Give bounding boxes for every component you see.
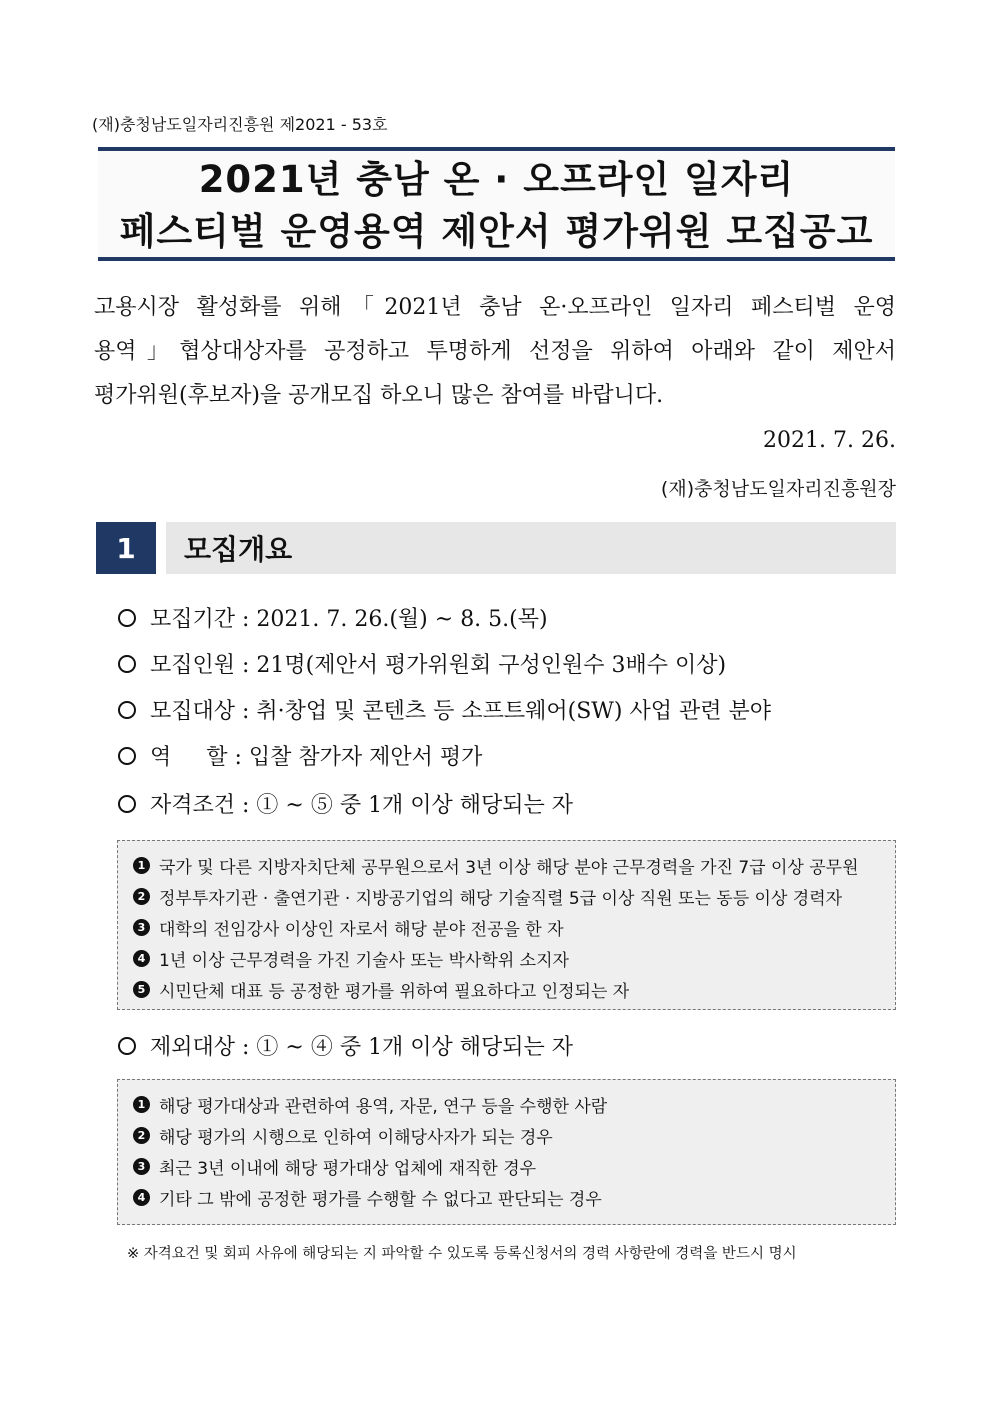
qualification-item: 5 시민단체 대표 등 공정한 평가를 위하여 필요하다고 인정되는 자 [118, 974, 895, 1005]
section-number: 1 [96, 522, 156, 574]
section-header [166, 522, 896, 574]
item-text: 모집기간 : 2021. 7. 26.(월) ~ 8. 5.(목) [150, 607, 548, 632]
number-dot-icon: 5 [133, 981, 150, 998]
circle-bullet-icon [118, 795, 136, 813]
circle-bullet-icon [118, 655, 136, 673]
intro-line-2: 용역」협상대상자를 공정하고 투명하게 선정을 위하여 아래와 같이 제안서 [94, 339, 896, 364]
number-dot-icon: 4 [133, 950, 150, 967]
circle-bullet-icon [118, 609, 136, 627]
item-text: 역 할 : 입찰 참가자 제안서 평가 [150, 745, 483, 770]
qualification-item: 2 정부투자기관 · 출연기관 · 지방공기업의 해당 기술직렬 5급 이상 직원 또는 동등 이상 경력자 [118, 881, 895, 912]
item-text: 모집대상 : 취·창업 및 콘텐츠 등 소프트웨어(SW) 사업 관련 분야 [150, 699, 771, 724]
circle-bullet-icon [118, 701, 136, 719]
qualification-item: 3 대학의 전임강사 이상인 자로서 해당 분야 전공을 한 자 [118, 912, 895, 943]
title-line-1: 2021년 충남 온 · 오프라인 일자리 [198, 158, 795, 201]
section-title: 모집개요 [184, 533, 293, 566]
exclusion-item: 3 최근 3년 이내에 해당 평가대상 업체에 재직한 경우 [118, 1151, 895, 1182]
issuer: (재)충청남도일자리진흥원장 [660, 478, 896, 500]
circle-bullet-icon [118, 747, 136, 765]
number-dot-icon: 3 [133, 919, 150, 936]
recruitment-target [118, 694, 771, 725]
item-text: 제외대상 : ① ~ ④ 중 1개 이상 해당되는 자 [150, 1035, 574, 1060]
number-dot-icon: 2 [133, 888, 150, 905]
title-box [98, 147, 895, 261]
intro-paragraph [94, 286, 896, 418]
exclusions-box [117, 1079, 896, 1225]
exclusion-heading [118, 1030, 573, 1061]
number-dot-icon: 1 [133, 857, 150, 874]
intro-line-3: 평가위원(후보자)을 공개모집 하오니 많은 참여를 바랍니다. [94, 383, 664, 408]
announcement-date: 2021. 7. 26. [763, 428, 896, 453]
exclusion-item: 1 해당 평가대상과 관련하여 용역, 자문, 연구 등을 수행한 사람 [118, 1089, 895, 1120]
qualification-item: 1 국가 및 다른 지방자치단체 공무원으로서 3년 이상 해당 분야 근무경력을 가진 7급 이상 공무원 [118, 850, 895, 881]
number-dot-icon: 2 [133, 1127, 150, 1144]
circle-bullet-icon [118, 1037, 136, 1055]
number-dot-icon: 1 [133, 1096, 150, 1113]
exclusion-item: 2 해당 평가의 시행으로 인하여 이해당사자가 되는 경우 [118, 1120, 895, 1151]
role [118, 740, 482, 771]
qualifications-box [117, 840, 896, 1010]
intro-line-1: 고용시장 활성화를 위해「2021년 충남 온·오프라인 일자리 페스티벌 운영 [94, 295, 896, 320]
number-dot-icon: 3 [133, 1158, 150, 1175]
title-line-2: 페스티벌 운영용역 제안서 평가위원 모집공고 [119, 210, 874, 253]
number-dot-icon: 4 [133, 1189, 150, 1206]
item-text: 자격조건 : ① ~ ⑤ 중 1개 이상 해당되는 자 [150, 793, 574, 818]
qualification-item: 4 1년 이상 근무경력을 가진 기술사 또는 박사학위 소지자 [118, 943, 895, 974]
item-text: 모집인원 : 21명(제안서 평가위원회 구성인원수 3배수 이상) [150, 653, 727, 678]
recruitment-period [118, 602, 548, 633]
recruitment-number [118, 648, 726, 679]
exclusion-item: 4 기타 그 밖에 공정한 평가를 수행할 수 없다고 판단되는 경우 [118, 1182, 895, 1213]
footnote: ※ 자격요건 및 회피 사유에 해당되는 지 파악할 수 있도록 등록신청서의 경력 사항란에 경력을 반드시 명시 [127, 1246, 797, 1262]
qualification-heading [118, 788, 573, 819]
document-number: (재)충청남도일자리진흥원 제2021 - 53호 [92, 115, 388, 134]
